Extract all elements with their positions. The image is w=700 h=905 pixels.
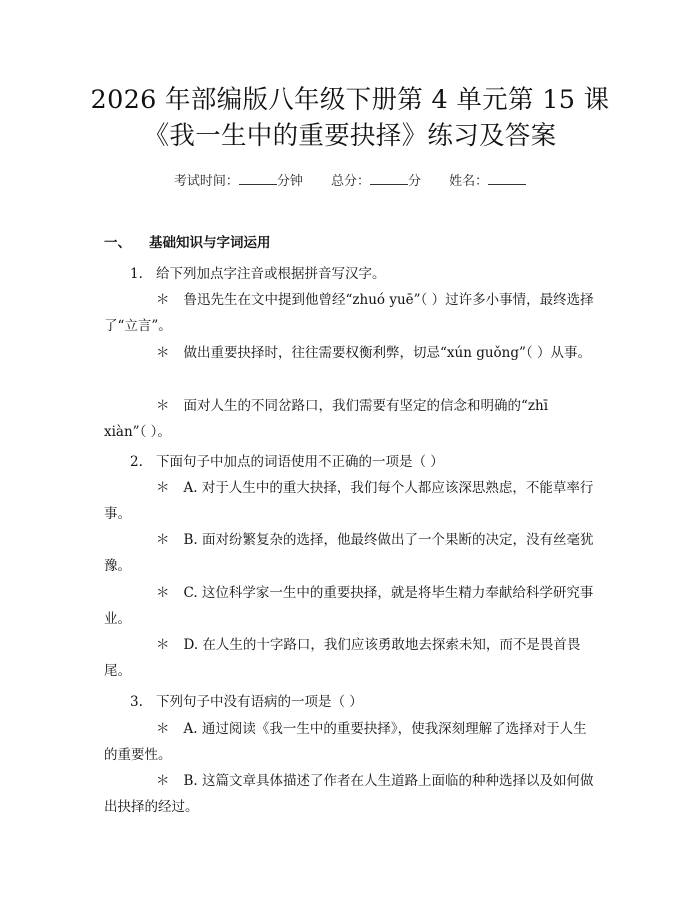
exam-time-unit: 分钟 — [276, 174, 303, 189]
bullet-star: ＊ — [156, 773, 170, 789]
doc-title-line2: 《我一生中的重要抉择》练习及答案 — [143, 121, 557, 151]
section-number: 一、 — [104, 235, 131, 251]
option-text: A. 通过阅读《我一生中的重要抉择》，使我深刻理解了选择对于人生的重要性。 — [104, 721, 587, 763]
question-2-option-b[interactable] — [104, 527, 594, 579]
exam-score — [331, 174, 421, 189]
section-title: 基础知识与字词运用 — [149, 235, 271, 251]
question-2-option-d[interactable] — [104, 632, 594, 684]
bullet-star: ＊ — [156, 585, 170, 601]
doc-title-line1: 2026 年部编版八年级下册第 4 单元第 15 课 — [90, 85, 610, 115]
bullet-star: ＊ — [156, 532, 170, 548]
question-2-stem — [130, 450, 444, 470]
item-text: 做出重要抉择时，往往需要权衡利弊，切忌“xún guǒng”（ ）从事。 — [183, 345, 591, 361]
exam-time-blank[interactable] — [239, 172, 277, 185]
bullet-star: ＊ — [156, 345, 170, 361]
exam-name-label: 姓名： — [449, 174, 489, 189]
exam-score-unit: 分 — [408, 174, 422, 189]
bullet-star: ＊ — [156, 480, 170, 496]
exam-name — [449, 174, 526, 189]
section-heading — [104, 231, 271, 251]
exam-time — [174, 174, 303, 189]
item-text: 面对人生的不同岔路口，我们需要有坚定的信念和明确的“zhī xiàn”（ ）。 — [104, 398, 549, 440]
option-text: B. 面对纷繁复杂的选择，他最终做出了一个果断的决定，没有丝毫犹豫。 — [104, 532, 594, 574]
bullet-star: ＊ — [156, 637, 170, 653]
exam-time-label: 考试时间： — [173, 174, 239, 189]
question-text: 下列句子中没有语病的一项是（ ） — [156, 694, 363, 710]
bullet-star: ＊ — [156, 398, 170, 414]
question-1-item-3 — [104, 393, 594, 445]
question-2-option-a[interactable] — [104, 475, 594, 527]
question-number: 2. — [130, 454, 143, 470]
exam-score-label: 总分： — [330, 174, 370, 189]
question-1-item-1 — [104, 287, 594, 339]
bullet-star: ＊ — [156, 292, 170, 308]
question-number: 3. — [130, 694, 143, 710]
exam-score-blank[interactable] — [370, 172, 408, 185]
question-1-item-2 — [104, 340, 594, 366]
exam-meta — [0, 170, 700, 189]
question-3-stem — [130, 690, 363, 710]
item-text: 鲁迅先生在文中提到他曾经“zhuó yuē”（ ）过许多小事情，最终选择了“立言”。 — [104, 292, 594, 334]
question-3-option-a[interactable] — [104, 716, 594, 768]
option-text: C. 这位科学家一生中的重要抉择，就是将毕生精力奉献给科学研究事业。 — [104, 585, 594, 627]
question-text: 给下列加点字注音或根据拼音写汉字。 — [156, 266, 386, 282]
exam-name-blank[interactable] — [488, 172, 526, 185]
question-1-stem — [130, 262, 386, 282]
question-text: 下面句子中加点的词语使用不正确的一项是（ ） — [156, 454, 444, 470]
option-text: D. 在人生的十字路口，我们应该勇敢地去探索未知，而不是畏首畏尾。 — [104, 637, 581, 679]
option-text: B. 这篇文章具体描述了作者在人生道路上面临的种种选择以及如何做出抉择的经过。 — [104, 773, 594, 815]
question-3-option-b[interactable] — [104, 768, 594, 820]
bullet-star: ＊ — [156, 721, 170, 737]
question-number: 1. — [130, 266, 143, 282]
question-2-option-c[interactable] — [104, 580, 594, 632]
option-text: A. 对于人生中的重大抉择，我们每个人都应该深思熟虑，不能草率行事。 — [104, 480, 594, 522]
